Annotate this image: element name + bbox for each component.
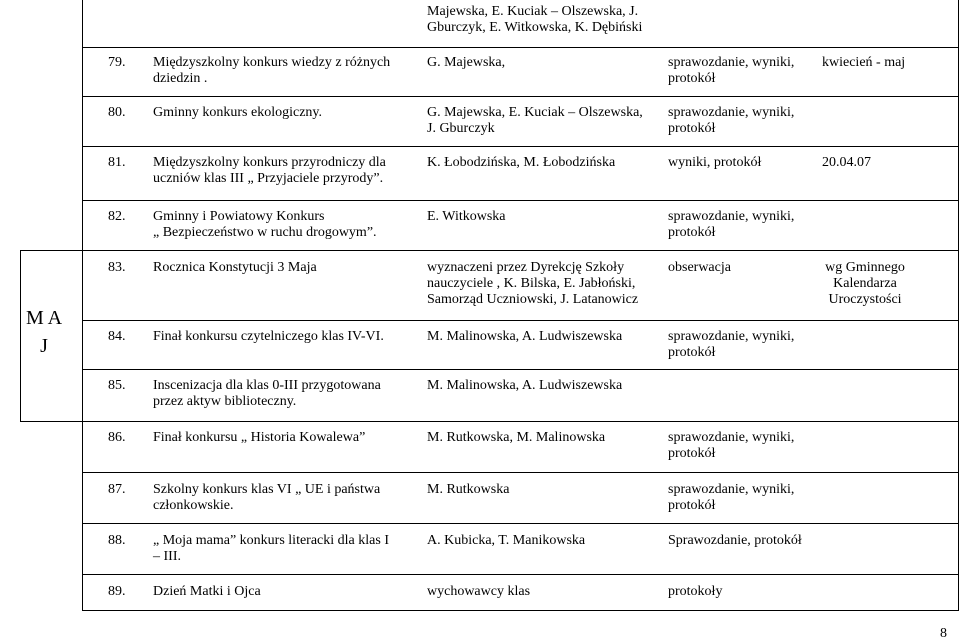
responsible-person: A. Kubicka, T. Manikowska <box>427 533 586 548</box>
event-name: Gminny konkurs ekologiczny. <box>153 105 323 120</box>
row-number: 81. <box>108 155 126 170</box>
event-name: Finał konkursu „ Historia Kowalewa” <box>153 430 366 445</box>
documentation: sprawozdanie, wyniki, protokół <box>668 105 795 136</box>
row-number: 79. <box>108 55 126 70</box>
table-line <box>20 421 959 422</box>
table-line <box>82 369 959 370</box>
row-number: 84. <box>108 329 126 344</box>
table-line <box>82 47 959 48</box>
row-number: 89. <box>108 584 126 599</box>
event-name: Gminny i Powiatowy Konkurs „ Bezpieczeństwo w ruchu drogowym”. <box>153 209 377 240</box>
documentation: Sprawozdanie, protokół <box>668 533 802 548</box>
table-line <box>82 472 959 473</box>
documentation: sprawozdanie, wyniki, protokół <box>668 55 795 86</box>
documentation: obserwacja <box>668 260 731 275</box>
row-number: 86. <box>108 430 126 445</box>
row-number: 83. <box>108 260 126 275</box>
responsible-person: G. Majewska, E. Kuciak – Olszewska, J. Gburczyk <box>427 105 643 136</box>
event-name: Inscenizacja dla klas 0-III przygotowana przez aktyw biblioteczny. <box>153 378 381 409</box>
documentation: wyniki, protokół <box>668 155 762 170</box>
documentation: sprawozdanie, wyniki, protokół <box>668 482 795 513</box>
event-name: Szkolny konkurs klas VI „ UE i państwa członkowskie. <box>153 482 381 513</box>
row-number: 85. <box>108 378 126 393</box>
responsible-person: wyznaczeni przez Dyrekcję Szkoły nauczyciele , K. Bilska, E. Jabłoński, Samorząd Uczniowski, J. Latanowicz <box>427 260 639 307</box>
documentation: sprawozdanie, wyniki, protokół <box>668 329 795 360</box>
documentation: sprawozdanie, wyniki, protokół <box>668 430 795 461</box>
row-number: 80. <box>108 105 126 120</box>
responsible-person: E. Witkowska <box>427 209 506 224</box>
row-number: 88. <box>108 533 126 548</box>
responsible-person: G. Majewska, <box>427 55 506 70</box>
event-name: Międzyszkolny konkurs wiedzy z różnych dziedzin . <box>153 55 391 86</box>
documentation: sprawozdanie, wyniki, protokół <box>668 209 795 240</box>
event-name: Dzień Matki i Ojca <box>153 584 261 599</box>
table-line <box>82 523 959 524</box>
event-date: wg Gminnego Kalendarza Uroczystości <box>825 260 905 307</box>
event-name: Finał konkursu czytelniczego klas IV-VI. <box>153 329 384 344</box>
responsible-person: wychowawcy klas <box>427 584 531 599</box>
responsible-person: K. Łobodzińska, M. Łobodzińska <box>427 155 616 170</box>
table-line <box>82 610 959 611</box>
table-line <box>82 146 959 147</box>
event-date: 20.04.07 <box>822 155 871 170</box>
table-line <box>82 574 959 575</box>
responsible-person: M. Malinowska, A. Ludwiszewska <box>427 378 623 393</box>
page-number: 8 <box>940 626 947 641</box>
event-name: Międzyszkolny konkurs przyrodniczy dla uczniów klas III „ Przyjaciele przyrody”. <box>153 155 386 186</box>
row-number: 87. <box>108 482 126 497</box>
table-line <box>20 250 959 251</box>
month-label: M A J <box>25 307 63 357</box>
table-line <box>82 200 959 201</box>
table-line <box>82 320 959 321</box>
table-line <box>20 250 21 421</box>
table-line <box>82 0 83 610</box>
responsible-person: M. Malinowska, A. Ludwiszewska <box>427 329 623 344</box>
continuation-text: Majewska, E. Kuciak – Olszewska, J. Gburczyk, E. Witkowska, K. Dębiński <box>427 4 643 35</box>
responsible-person: M. Rutkowska, M. Malinowska <box>427 430 606 445</box>
event-date: kwiecień - maj <box>822 55 906 70</box>
event-name: Rocznica Konstytucji 3 Maja <box>153 260 317 275</box>
responsible-person: M. Rutkowska <box>427 482 510 497</box>
event-name: „ Moja mama” konkurs literacki dla klas I – III. <box>153 533 389 564</box>
documentation: protokoły <box>668 584 723 599</box>
table-line <box>82 96 959 97</box>
row-number: 82. <box>108 209 126 224</box>
